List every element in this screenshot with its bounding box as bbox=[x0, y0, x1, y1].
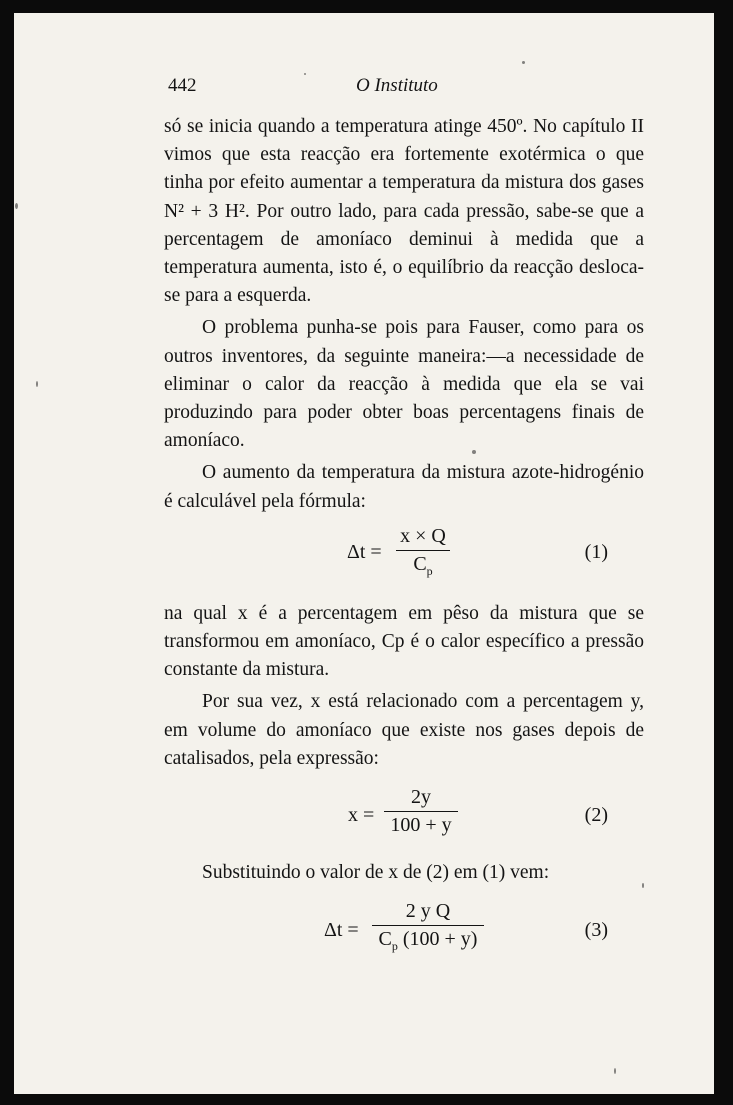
page-number: 442 bbox=[168, 75, 197, 96]
print-speck bbox=[614, 1068, 616, 1074]
paragraph: Substituindo o valor de x de (2) em (1) vem: bbox=[202, 862, 550, 884]
running-title: O Instituto bbox=[356, 75, 438, 96]
formula-fraction bbox=[384, 785, 458, 838]
formula-numerator: 2y bbox=[384, 785, 458, 812]
formula-denominator: 100 + y bbox=[390, 814, 452, 837]
formula-denominator bbox=[396, 551, 450, 584]
paragraph: só se inicia quando a temperatura atinge 450º. No capítulo II vimos que esta reacção era fortemente exotérmica o que tinha por efeito aumentar a temperatura da mistura dos gases N² + 3 H². Por outro lado, para cada pressão, sabe-se que a percentagem de amoníaco deminui à medida que a temperatura aumenta, isto é, o equilíbrio da reacção desloca-se para a esquerda. bbox=[164, 116, 644, 307]
formula-lhs: Δt = bbox=[347, 540, 382, 563]
formula-3 bbox=[164, 899, 644, 973]
print-speck bbox=[36, 381, 38, 387]
formula-numerator: x × Q bbox=[396, 524, 450, 551]
denominator-rest: (100 + y) bbox=[397, 928, 478, 951]
paragraph: O aumento da temperatura da mistura azote-hidrogénio é calculável pela fórmula: bbox=[164, 462, 644, 512]
formula-lhs: Δt = bbox=[324, 919, 359, 942]
equation-number: (3) bbox=[584, 919, 608, 942]
page-header bbox=[168, 75, 663, 103]
equation-number: (1) bbox=[584, 540, 608, 563]
print-speck bbox=[15, 203, 18, 209]
formula-fraction bbox=[372, 899, 484, 959]
formula-2 bbox=[164, 785, 644, 859]
denominator-subscript: p bbox=[391, 939, 398, 954]
paragraph: na qual x é a percentagem em pêso da mistura que se transformou em amoníaco, Cp é o calor específico a pressão constante da mistura. bbox=[164, 602, 644, 681]
equation-number: (2) bbox=[584, 804, 608, 827]
denominator-symbol: C bbox=[413, 552, 427, 575]
document-page bbox=[14, 13, 714, 1094]
print-speck bbox=[522, 61, 525, 64]
denominator-symbol: C bbox=[378, 928, 392, 951]
formula-fraction bbox=[396, 524, 450, 584]
formula-lhs: x = bbox=[348, 804, 375, 827]
formula-numerator: 2 y Q bbox=[372, 899, 484, 926]
denominator-subscript: p bbox=[426, 563, 433, 578]
formula-denominator bbox=[372, 926, 484, 959]
formula-1 bbox=[164, 524, 644, 600]
page-body bbox=[164, 113, 644, 973]
paragraph: O problema punha-se pois para Fauser, como para os outros inventores, da seguinte maneira:—a necessidade de eliminar o calor da reacção à medida que ela se vai produzindo para poder obter boas percentagens finais de amoníaco. bbox=[164, 317, 644, 452]
paragraph: Por sua vez, x está relacionado com a percentagem y, em volume do amoníaco que existe nos gases depois de catalisados, pela expressão: bbox=[164, 691, 644, 769]
